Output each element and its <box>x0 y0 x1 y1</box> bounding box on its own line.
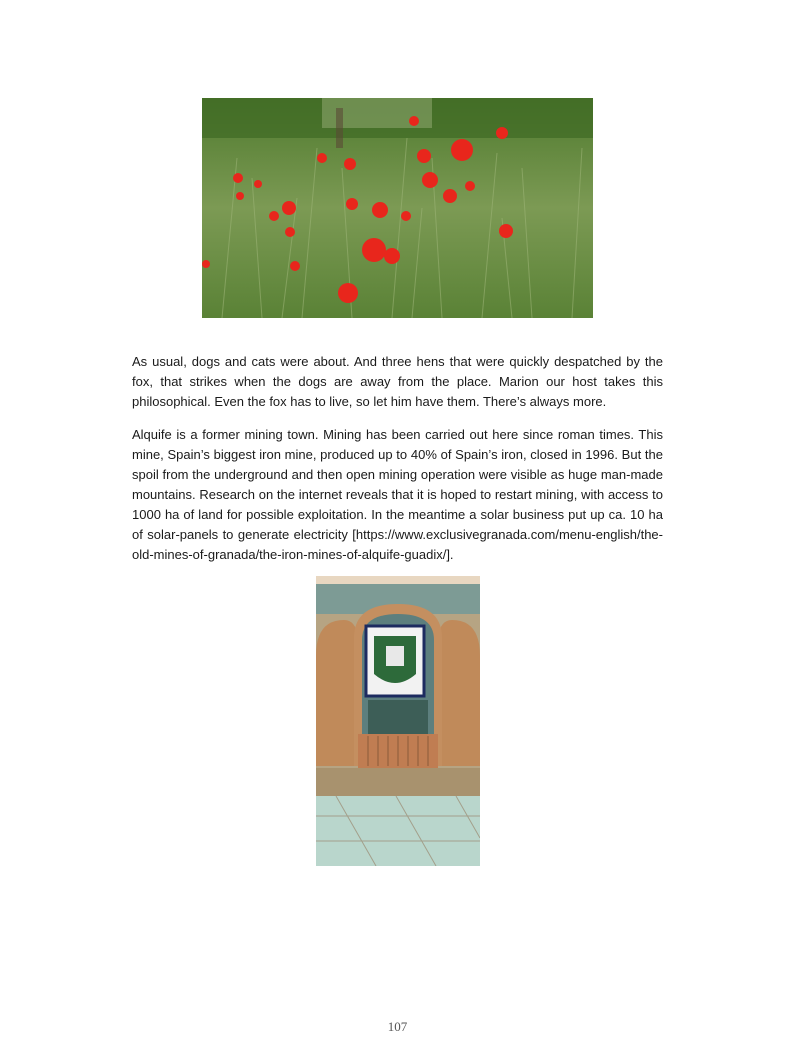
page-number: 107 <box>387 1019 408 1034</box>
fountain-photo <box>316 576 480 866</box>
poppy-field-photo <box>202 98 593 318</box>
paragraph-alquife-mining: Alquife is a former mining town. Mining has been carried out here since roman times. This mine, Spain’s biggest iron mine, produced up to 40% of Spain’s iron, closed in 1996. But the spoil from the underground and then open mining operation were visible as huge man-made mountains. Research on the internet reveals that it is hoped to restart mining, with access to 1000 ha of land for possible exploitation. In the meantime a solar business put up ca. 10 ha of solar-panels to generate electricity [https://www.exclusivegranada.com/menu-english/the-old-mines-of-granada/the-iron-mines-of-alquife-guadix/]. <box>132 427 663 562</box>
paragraph-dogs-and-hens: As usual, dogs and cats were about. And three hens that were quickly despatched by the fox, that strikes when the dogs are away from the place. Marion our host takes this philosophical. Even the fox has to live, so let him have them. There’s always more. <box>132 354 663 409</box>
